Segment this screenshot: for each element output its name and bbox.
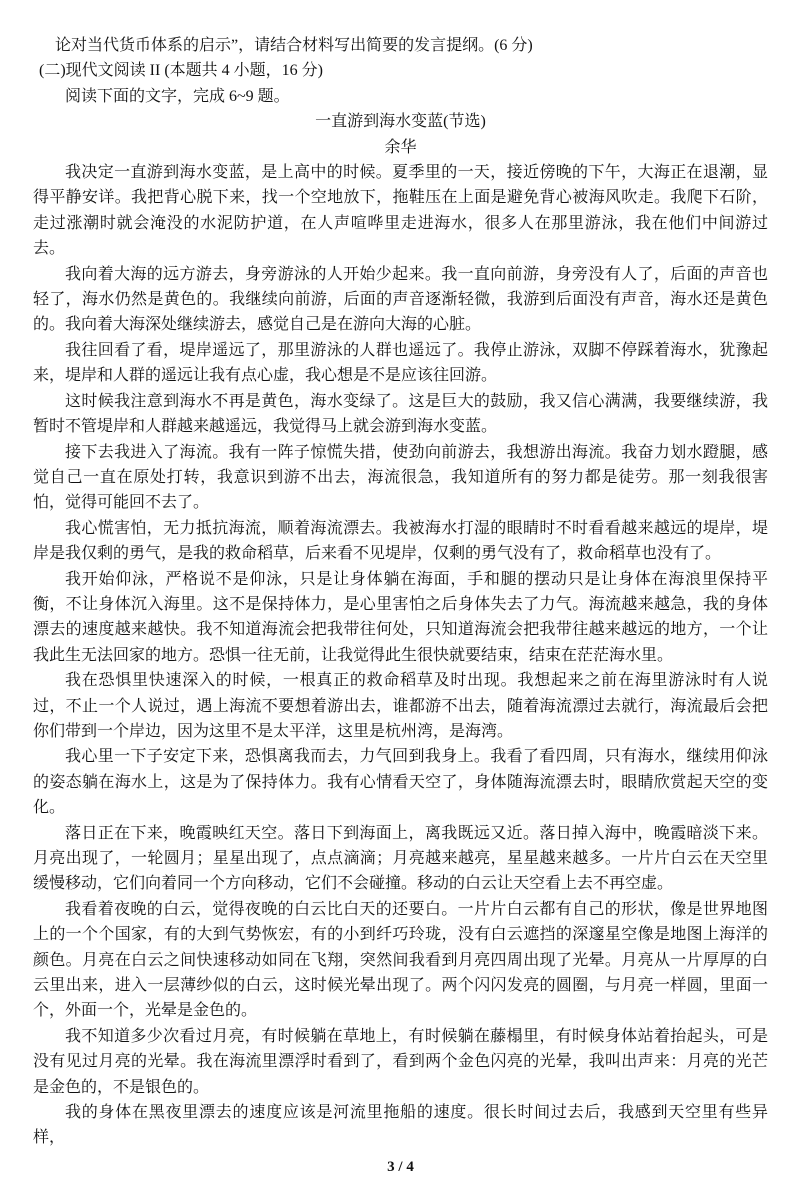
passage-paragraph-13: 我的身体在黑夜里漂去的速度应该是河流里拖船的速度。很长时间过去后，我感到天空里有些异样， — [33, 1104, 768, 1147]
passage-paragraph-7: 我开始仰泳，严格说不是仰泳，只是让身体躺在海面，手和腿的摆动只是让身体在海浪里保持平衡，不让身体沉入海里。这不是保持体力，是心里害怕之后身体失去了力气。海流越来越急，我的身体漂去的速度越来越快。我不知道海流会把我带往何处，只知道海流会把我带往越来越远的地方，一个让我此生无法回家的地方。恐惧一往无前，让我觉得此生很快就要结束，结束在茫茫海水里。 — [33, 570, 768, 664]
reading-instruction: 阅读下面的文字，完成 6~9 题。 — [65, 87, 290, 105]
passage-paragraph-6: 我心慌害怕，无力抵抗海流，顺着海流漂去。我被海水打湿的眼睛时不时看看越来越远的堤岸，堤岸是我仅剩的勇气，是我的救命稻草，后来看不见堤岸，仅剩的勇气没有了，救命稻草也没有了。 — [33, 519, 768, 563]
page-number: 3 / 4 — [387, 1158, 414, 1175]
passage-title: 一直游到海水变蓝(节选) — [315, 113, 486, 131]
passage-body — [33, 160, 768, 1151]
passage-paragraph-9: 我心里一下子安定下来，恐惧离我而去，力气回到我身上。我看了看四周，只有海水，继续用仰泳的姿态躺在海水上，这是为了保持体力。我有心情看天空了，身体随海流漂去时，眼睛欣赏起天空的变化。 — [33, 748, 768, 817]
passage-paragraph-11: 我看着夜晚的白云，觉得夜晚的白云比白天的还要白。一片片白云都有自己的形状，像是世界地图上的一个个国家，有的大到气势恢宏，有的小到纤巧玲珑，没有白云遮挡的深邃星空像是地图上海洋的颜色。月亮在白云之间快速移动如同在飞翔，突然间我看到月亮四周出现了光晕。月亮从一片厚厚的白云里出来，进入一层薄纱似的白云，这时候光晕出现了。两个闪闪发亮的圆圈，与月亮一样圆，里面一个，外面一个，光晕是金色的。 — [33, 900, 768, 1020]
passage-paragraph-1: 我决定一直游到海水变蓝，是上高中的时候。夏季里的一天，接近傍晚的下午，大海正在退潮，显得平静安详。我把背心脱下来，找一个空地放下，拖鞋压在上面是避免背心被海风吹走。我爬下石阶，走过涨潮时就会淹没的水泥防护道，在人声喧哗里走进海水，很多人在那里游泳，我在他们中间游过去。 — [33, 164, 768, 258]
passage-paragraph-12: 我不知道多少次看过月亮，有时候躺在草地上，有时候躺在藤榻里，有时候身体站着抬起头，可是没有见过月亮的光晕。我在海流里漂浮时看到了，看到两个金色闪亮的光晕，我叫出声来：月亮的光芒是金色的，不是银色的。 — [33, 1027, 768, 1096]
passage-paragraph-8: 我在恐惧里快速深入的时候，一根真正的救命稻草及时出现。我想起来之前在海里游泳时有人说过，不止一个人说过，遇上海流不要想着游出去，谁都游不出去，随着海流漂过去就行，海流最后会把你们带到一个岸边，因为这里不是太平洋，这里是杭州湾，是海湾。 — [33, 672, 768, 740]
passage-paragraph-2: 我向着大海的远方游去，身旁游泳的人开始少起来。我一直向前游，身旁没有人了，后面的声音也轻了，海水仍然是黄色的。我继续向前游，后面的声音逐渐轻微，我游到后面没有声音，海水还是黄色的。我向着大海深处继续游去，感觉自己是在游向大海的心脏。 — [33, 265, 768, 334]
question-prompt-line: 论对当代货币体系的启示”，请结合材料写出简要的发言提纲。(6 分) — [55, 37, 533, 54]
passage-author: 余华 — [384, 138, 417, 156]
section-heading: (二)现代文阅读 II (本题共 4 小题，16 分) — [39, 62, 323, 80]
passage-paragraph-5: 接下去我进入了海流。我有一阵子惊慌失措，使劲向前游去，我想游出海流。我奋力划水蹬腿，感觉自己一直在原处打转，我意识到游不出去，海流很急，我知道所有的努力都是徒劳。那一刻我很害怕，觉得可能回不去了。 — [33, 443, 768, 512]
passage-paragraph-10: 落日正在下来，晚霞映红天空。落日下到海面上，离我既远又近。落日掉入海中，晚霞暗淡下来。月亮出现了，一轮圆月；星星出现了，点点滴滴；月亮越来越亮，星星越来越多。一片片白云在天空里缓慢移动，它们向着同一个方向移动，它们不会碰撞。移动的白云让天空看上去不再空虚。 — [33, 824, 768, 893]
passage-paragraph-3: 我往回看了看，堤岸遥远了，那里游泳的人群也遥远了。我停止游泳，双脚不停踩着海水，犹豫起来，堤岸和人群的遥远让我有点心虚，我心想是不是应该往回游。 — [33, 341, 768, 385]
passage-paragraph-4: 这时候我注意到海水不再是黄色，海水变绿了。这是巨大的鼓励，我又信心满满，我要继续游，我暂时不管堤岸和人群越来越遥远，我觉得马上就会游到海水变蓝。 — [33, 392, 768, 436]
